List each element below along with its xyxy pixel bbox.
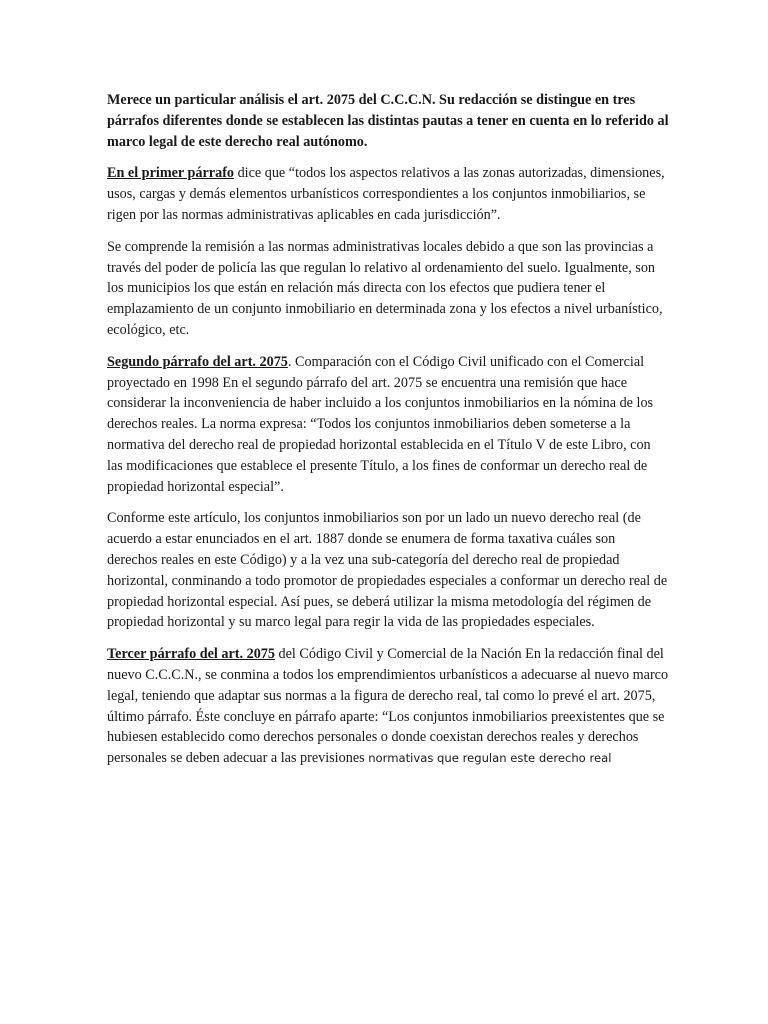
heading-first-paragraph: En el primer párrafo xyxy=(107,165,235,182)
paragraph-third xyxy=(107,644,669,769)
paragraph-first-body: dice que “todos los aspectos relativos a las zonas autorizadas, dimensiones, usos, cargas y demás elementos urbanísticos correspondientes a los conjuntos inmobiliarios, se rigen por las normas administrativas aplicables en cada jurisdicción”. xyxy=(107,165,665,223)
paragraph-conforme: Conforme este artículo, los conjuntos inmobiliarios son por un lado un nuevo derecho real (de acuerdo a estar enunciados en el art. 1887 donde se enumera de forma taxativa cuáles son derechos reales en este Código) y a la vez una sub-categoría del derecho real de propiedad horizontal, conminando a todo promotor de propiedades especiales a conformar un derecho real de propiedad horizontal especial. Así pues, se deberá utilizar la misma metodología del régimen de propiedad horizontal y su marco legal para regir la vida de las propiedades especiales. xyxy=(107,510,668,631)
heading-third-paragraph: Tercer párrafo del art. 2075 xyxy=(107,646,275,663)
paragraph-second xyxy=(107,352,669,498)
heading-second-paragraph: Segundo párrafo del art. 2075 xyxy=(107,353,288,370)
paragraph-second-body: . Comparación con el Código Civil unificado con el Comercial proyectado en 1998 En el segundo párrafo del art. 2075 se encuentra una remisión que hace considerar la inconveniencia de haber incluido a los conjuntos inmobiliarios en la nómina de los derechos reales. La norma expresa: “Todos los conjuntos inmobiliarios deben someterse a la normativa del derecho real de propiedad horizontal establecida en el Título V de este Libro, con las modificaciones que establece el presente Título, a los fines de conformar un derecho real de propiedad horizontal especial”. xyxy=(107,353,654,495)
intro-paragraph: Merece un particular análisis el art. 2075 del C.C.C.N. Su redacción se distingue en tres párrafos diferentes donde se establecen las distintas pautas a tener en cuenta en lo referido al marco legal de este derecho real autónomo. xyxy=(107,92,669,150)
paragraph-third-body: del Código Civil y Comercial de la Nación En la redacción final del nuevo C.C.C.N., se conmina a todos los emprendimientos urbanísticos a adecuarse al nuevo marco legal, teniendo que adaptar sus normas a la figura de derecho real, tal como lo prevé el art. 2075, último párrafo. Éste concluye en párrafo aparte: “Los conjuntos inmobiliarios preexistentes que se hubiesen establecido como derechos personales o donde coexistan derechos reales y derechos personales se deben adecuar a las previsiones xyxy=(107,646,669,767)
paragraph-remision: Se comprende la remisión a las normas administrativas locales debido a que son las provincias a través del poder de policía las que regulan lo relativo al ordenamiento del suelo. Igualmente, son los municipios los que están en relación más directa con los efectos que pudiera tener el emplazamiento de un conjunto inmobiliario en determinada zona y los efectos a nivel urbanístico, ecológico, etc. xyxy=(107,238,663,338)
paragraph-third-tail: normativas que regulan este derecho real xyxy=(368,751,612,766)
document-body xyxy=(107,90,669,769)
paragraph-first xyxy=(107,163,669,225)
